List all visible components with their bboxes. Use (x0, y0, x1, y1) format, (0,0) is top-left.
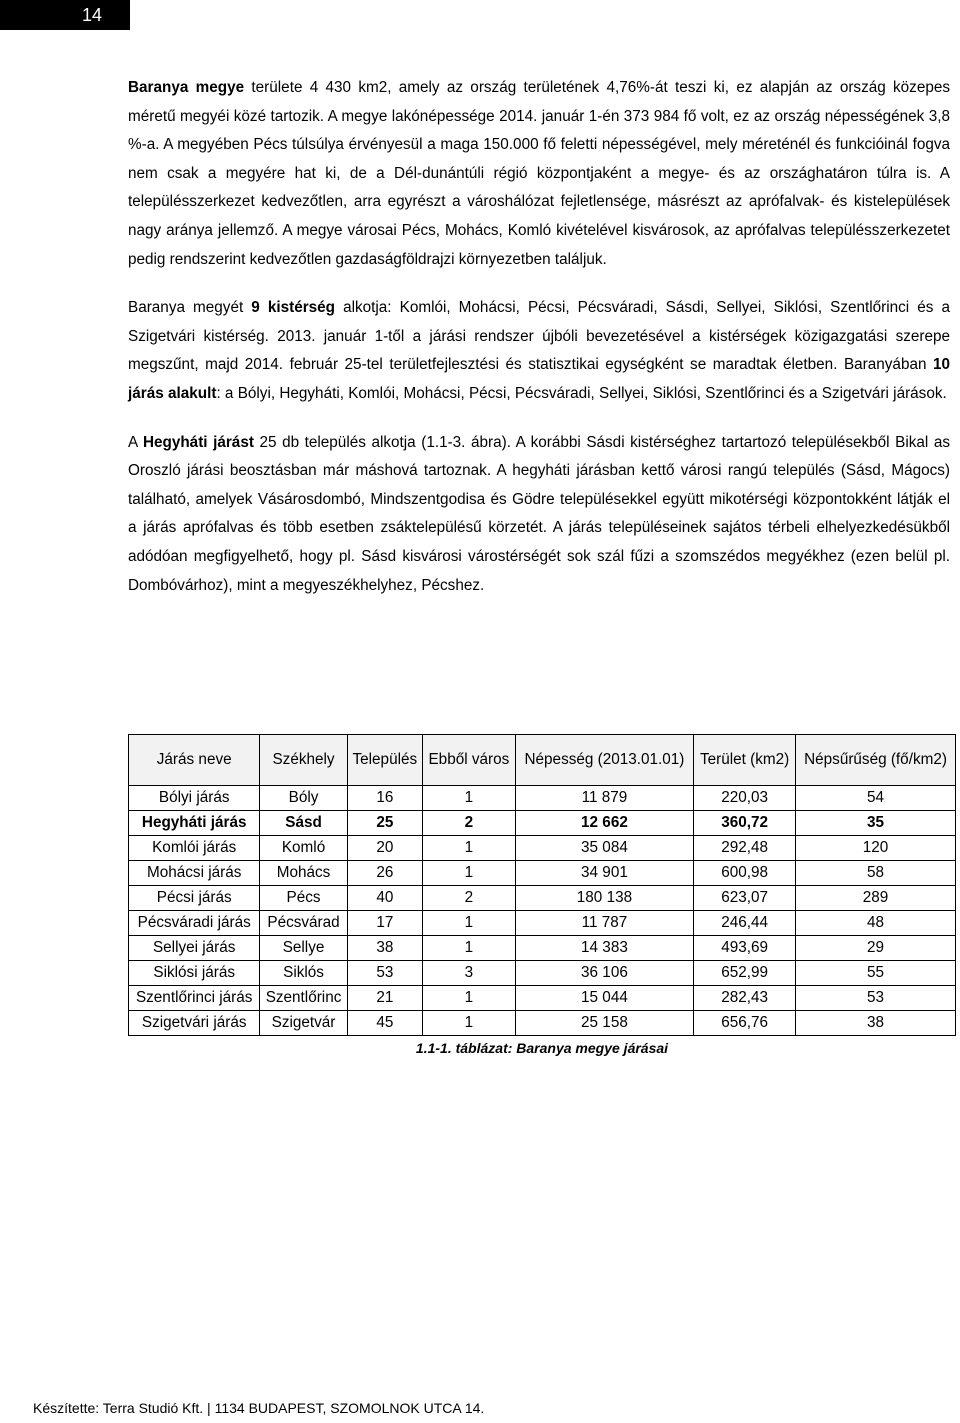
text-run: területe 4 430 km2, amely az ország területének 4,76%-át teszi ki, ez alapján az ország közepes méretű megyéi közé tartozik. A megye lakónépessége 2014. január 1-én 373 984 fő volt, ez az ország népességének 3,8 %-a. A megyében Pécs túlsúlya érvényesül a maga 150.000 fő feletti népességével, mely méreténél és funkcióinál fogva nem csak a megyére hat ki, de a Dél-dunántúli régió központjaként a megye- és az országhatáron túlra is. A településszerkezet kedvezőtlen, arra egyrészt a városhálózat fejletlensége, másrészt az aprófalvak- és kistelepülések nagy aránya jellemző. A megye városai Pécs, Mohács, Komló kivételével kisvárosok, az aprófalvas településszerkezetet pedig rendszerint kedvezőtlen gazdaságföldrajzi környezetben találjuk. (128, 79, 950, 268)
table-cell: 1 (422, 986, 515, 1011)
table-cell: 12 662 (515, 811, 693, 836)
table-cell: Mohács (260, 861, 347, 886)
table-cell: 1 (422, 911, 515, 936)
table-cell: 600,98 (694, 861, 796, 886)
table-cell: 2 (422, 886, 515, 911)
table-cell: Sellye (260, 936, 347, 961)
table-cell: 493,69 (694, 936, 796, 961)
table-header-row (129, 735, 956, 786)
bold-text: Baranya megye (128, 79, 245, 96)
table-row (129, 811, 956, 836)
header-cell: Járás neve (129, 735, 260, 786)
table-cell: 34 901 (515, 861, 693, 886)
table-cell: 1 (422, 936, 515, 961)
table-cell: Szigetvári járás (129, 1011, 260, 1036)
table-cell: 120 (796, 836, 956, 861)
table-cell: 58 (796, 861, 956, 886)
table-row (129, 936, 956, 961)
table-cell: 16 (347, 786, 422, 811)
page-footer: Készítette: Terra Studió Kft. | 1134 BUDAPEST, SZOMOLNOK UTCA 14. (33, 1400, 485, 1416)
table-cell: 652,99 (694, 961, 796, 986)
table-cell: Bóly (260, 786, 347, 811)
table-cell: 45 (347, 1011, 422, 1036)
table-cell: 1 (422, 861, 515, 886)
header-cell: Ebből város (422, 735, 515, 786)
header-cell: Település (347, 735, 422, 786)
table-cell: 3 (422, 961, 515, 986)
table-cell: 246,44 (694, 911, 796, 936)
header-cell: Terület (km2) (694, 735, 796, 786)
table-cell: 38 (796, 1011, 956, 1036)
table-cell: 38 (347, 936, 422, 961)
bold-text: 9 kistérség (251, 299, 336, 317)
table-cell: 656,76 (694, 1011, 796, 1036)
table-cell: 11 787 (515, 911, 693, 936)
table-row (129, 836, 956, 861)
table-cell: 29 (796, 936, 956, 961)
table-cell: 623,07 (694, 886, 796, 911)
table-cell: Hegyháti járás (129, 811, 260, 836)
table-cell: 2 (422, 811, 515, 836)
table-cell: 282,43 (694, 986, 796, 1011)
table-cell: 1 (422, 786, 515, 811)
table-cell: Pécsi járás (129, 886, 260, 911)
table-cell: 220,03 (694, 786, 796, 811)
table-cell: Siklósi járás (129, 961, 260, 986)
table-row (129, 886, 956, 911)
text-run: A (128, 433, 143, 451)
bold-text: Hegyháti járást (142, 433, 254, 451)
table-cell: Szigetvár (260, 1011, 347, 1036)
table-cell: 40 (347, 886, 422, 911)
header-cell: Népsűrűség (fő/km2) (796, 735, 956, 786)
table-row (129, 861, 956, 886)
page-number-badge (0, 0, 130, 30)
table-row (129, 961, 956, 986)
districts-table (128, 734, 956, 1036)
table-cell: Komlói járás (129, 836, 260, 861)
table-cell: 360,72 (694, 811, 796, 836)
header-cell: Székhely (260, 735, 347, 786)
text-run: 25 db település alkotja (1.1-3. ábra). A korábbi Sásdi kistérséghez tartartozó településekből Bikal as Oroszló járási beosztásban már máshová tartoznak. A hegyháti járásban kettő városi rangú település (Sásd, Mágocs) található, amelyek Vásárosdombó, Mindszentgodisa és Gödre településekkel együtt mikotérségi központokként látják el a járás aprófalvas és több esetben zsáktelepülésű körzetét. A járás településeinek sajátos térbeli elhelyezkedésükből adódóan megfigyelhető, hogy pl. Sásd kisvárosi várostérségét sok szál fűzi a szomszédos megyékhez (ezen belül pl. Dombóvárhoz), mint a megyeszékhelyhez, Pécshez. (128, 433, 951, 594)
table-row (129, 911, 956, 936)
table-cell: 1 (422, 836, 515, 861)
table-cell: 17 (347, 911, 422, 936)
table-row (129, 986, 956, 1011)
table-cell: 48 (796, 911, 956, 936)
text-run: : a Bólyi, Hegyháti, Komlói, Mohácsi, Pécsi, Pécsváradi, Sellyei, Siklósi, Szentlőrinci és a Szigetvári járások. (216, 384, 947, 402)
table-cell: Mohácsi járás (129, 861, 260, 886)
table-cell: 289 (796, 886, 956, 911)
table-cell: 292,48 (694, 836, 796, 861)
table-cell: Pécsvárad (260, 911, 347, 936)
table-cell: Pécs (260, 886, 347, 911)
table-cell: 26 (347, 861, 422, 886)
table-cell: 55 (796, 961, 956, 986)
table-cell: 53 (796, 986, 956, 1011)
table-cell: 15 044 (515, 986, 693, 1011)
table-cell: 35 084 (515, 836, 693, 861)
table-row (129, 786, 956, 811)
table-cell: 180 138 (515, 886, 693, 911)
table-cell: Szentlőrinci járás (129, 986, 260, 1011)
table-cell: 53 (347, 961, 422, 986)
header-cell: Népesség (2013.01.01) (515, 735, 693, 786)
table-cell: 25 (347, 811, 422, 836)
page-number: 14 (82, 5, 103, 25)
table-cell: Pécsváradi járás (129, 911, 260, 936)
table-cell: Szentlőrinc (260, 986, 347, 1011)
table-cell: 14 383 (515, 936, 693, 961)
text-run: alkotja: Komlói, Mohácsi, Pécsi, Pécsváradi, Sásdi, Sellyei, Siklósi, Szentlőrinci és a Szigetvári kistérség. 2013. január 1-től a járási rendszer újbóli bevezetésével a kistérségek közigazgatási szerepe megszűnt, majd 2014. február 25-tel területfejlesztési és statisztikai egységként se maradtak életben. Baranyában (128, 299, 950, 374)
table-cell: 36 106 (515, 961, 693, 986)
body-text (128, 74, 950, 620)
table-cell: Komló (260, 836, 347, 861)
table-cell: Sásd (260, 811, 347, 836)
table-cell: Sellyei járás (129, 936, 260, 961)
bold-text: 10 járás alakult (128, 356, 950, 402)
table-caption: 1.1-1. táblázat: Baranya megye járásai (415, 1040, 669, 1056)
table-cell: 20 (347, 836, 422, 861)
table-cell: 21 (347, 986, 422, 1011)
table-cell: Siklós (260, 961, 347, 986)
table-cell: 54 (796, 786, 956, 811)
paragraph (128, 429, 950, 601)
table-cell: 1 (422, 1011, 515, 1036)
table-cell: 25 158 (515, 1011, 693, 1036)
paragraph (128, 74, 950, 274)
table-cell: 35 (796, 811, 956, 836)
paragraph (128, 294, 950, 408)
table-cell: Bólyi járás (129, 786, 260, 811)
table-row (129, 1011, 956, 1036)
table-cell: 11 879 (515, 786, 693, 811)
text-run: Baranya megyét (128, 299, 252, 317)
